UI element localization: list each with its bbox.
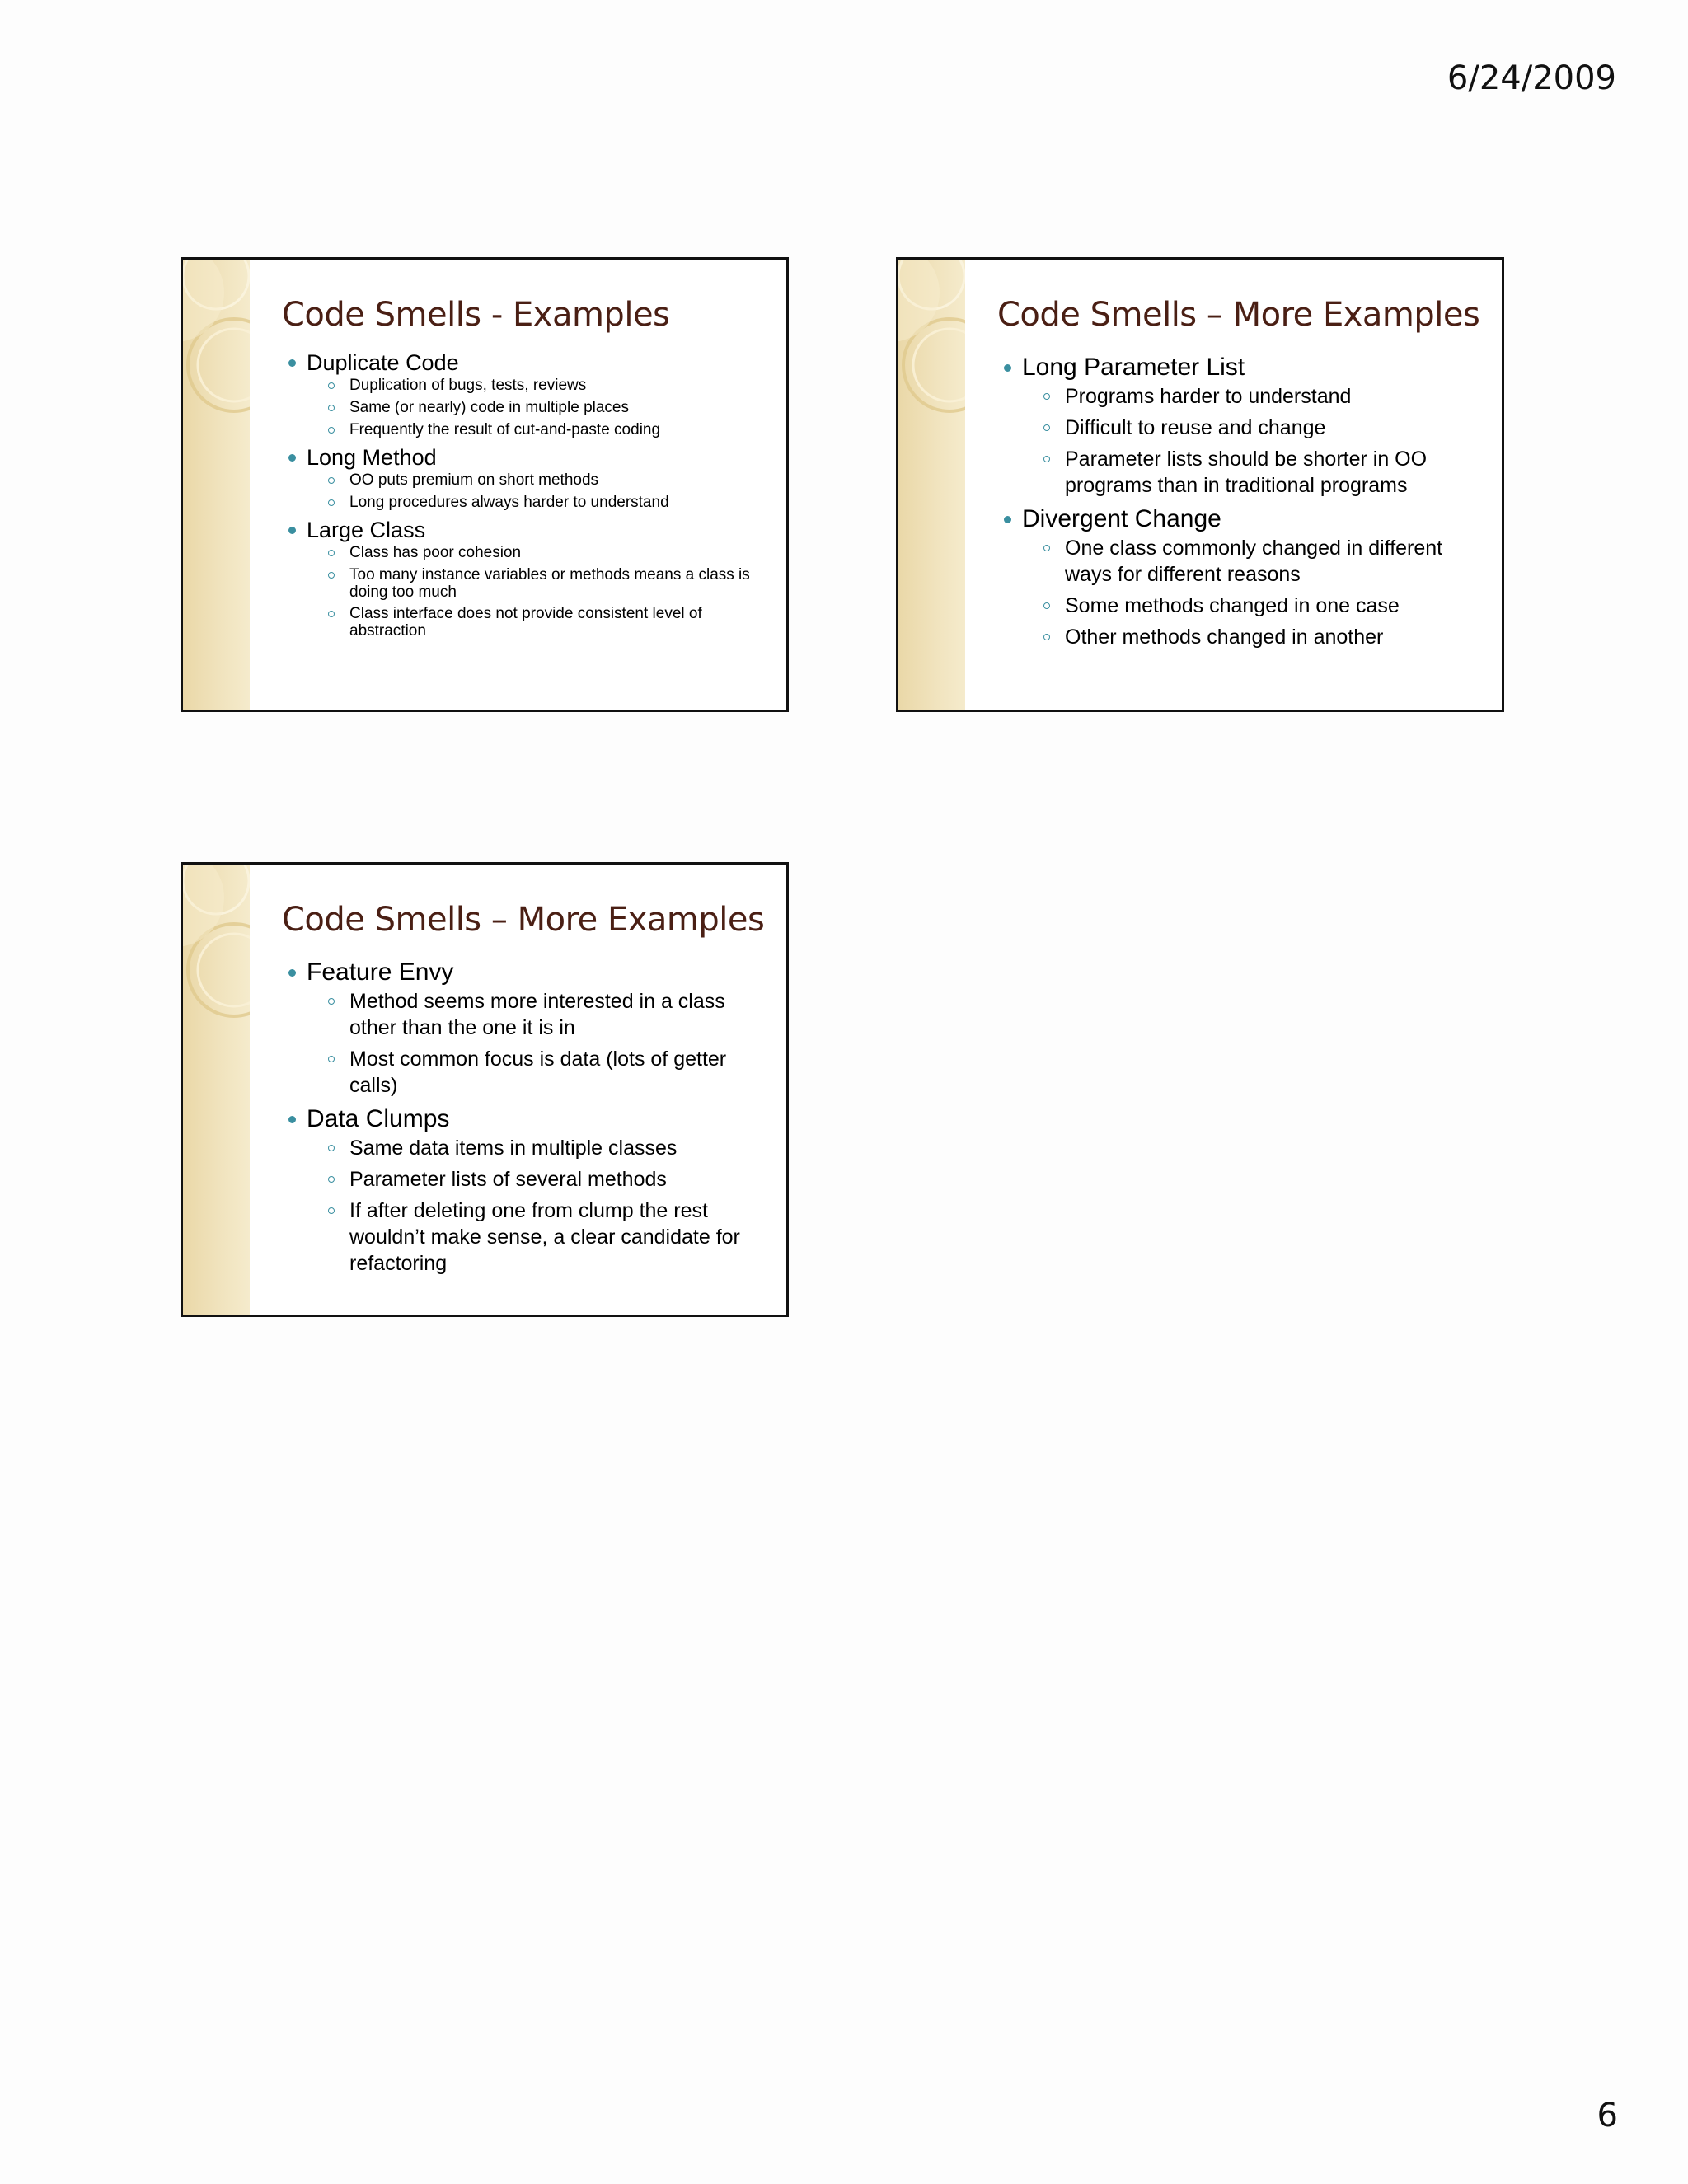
sub-bullet-item: Programs harder to understand bbox=[1022, 383, 1485, 410]
bullet-item bbox=[282, 1104, 770, 1277]
slide-title: Code Smells – More Examples bbox=[282, 901, 765, 939]
sub-bullet-item: Method seems more interested in a class other than the one it is in bbox=[307, 988, 770, 1041]
sub-bullet-item: Duplication of bugs, tests, reviews bbox=[307, 377, 770, 395]
sub-bullet-item: Parameter lists of several methods bbox=[307, 1166, 770, 1193]
sub-bullet-item: Class has poor cohesion bbox=[307, 544, 770, 562]
header-date: 6/24/2009 bbox=[1447, 59, 1616, 97]
circle-ornament-icon bbox=[898, 260, 965, 712]
bullet-item bbox=[282, 516, 770, 640]
sub-bullet-list bbox=[307, 988, 770, 1099]
sub-bullet-item: Parameter lists should be shorter in OO programs than in traditional programs bbox=[1022, 446, 1485, 499]
sub-bullet-item: Difficult to reuse and change bbox=[1022, 415, 1485, 441]
bullet-label: Duplicate Code bbox=[307, 350, 459, 375]
bullet-item bbox=[282, 443, 770, 512]
bullet-item bbox=[282, 349, 770, 439]
bullet-label: Data Clumps bbox=[307, 1105, 450, 1132]
bullet-item bbox=[997, 504, 1485, 650]
sub-bullet-list bbox=[1022, 535, 1485, 650]
sub-bullet-list bbox=[307, 1135, 770, 1277]
sub-bullet-item: If after deleting one from clump the rest wouldn’t make sense, a clear candidate for refactoring bbox=[307, 1197, 770, 1277]
sub-bullet-item: Same (or nearly) code in multiple places bbox=[307, 399, 770, 417]
page-number: 6 bbox=[1597, 2097, 1618, 2135]
bullet-list bbox=[282, 349, 770, 640]
bullet-label: Large Class bbox=[307, 518, 426, 542]
slide-title: Code Smells – More Examples bbox=[997, 296, 1480, 334]
bullet-label: Long Parameter List bbox=[1022, 354, 1245, 381]
bullet-label: Divergent Change bbox=[1022, 505, 1221, 532]
sub-bullet-list bbox=[307, 377, 770, 439]
slide-sidebar-decoration bbox=[898, 260, 965, 710]
sub-bullet-item: Long procedures always harder to understand bbox=[307, 494, 770, 512]
sub-bullet-list bbox=[307, 471, 770, 512]
circle-ornament-icon bbox=[183, 865, 250, 1317]
sub-bullet-item: Some methods changed in one case bbox=[1022, 593, 1485, 619]
sub-bullet-list bbox=[1022, 383, 1485, 499]
bullet-list bbox=[282, 957, 770, 1277]
sub-bullet-list bbox=[307, 544, 770, 640]
sub-bullet-item: Same data items in multiple classes bbox=[307, 1135, 770, 1161]
sub-bullet-item: Class interface does not provide consistent level of abstraction bbox=[307, 605, 770, 640]
bullet-label: Feature Envy bbox=[307, 958, 454, 986]
sub-bullet-item: Most common focus is data (lots of getter calls) bbox=[307, 1046, 770, 1099]
slide-thumbnail-1 bbox=[181, 257, 789, 712]
bullet-item bbox=[997, 352, 1485, 499]
slide-sidebar-decoration bbox=[183, 260, 250, 710]
circle-ornament-icon bbox=[183, 260, 250, 712]
bullet-label: Long Method bbox=[307, 445, 437, 470]
slide-thumbnail-3 bbox=[181, 862, 789, 1317]
slide-sidebar-decoration bbox=[183, 865, 250, 1315]
sub-bullet-item: OO puts premium on short methods bbox=[307, 471, 770, 490]
bullet-list bbox=[997, 352, 1485, 650]
slide-thumbnail-2 bbox=[896, 257, 1504, 712]
slide-title: Code Smells - Examples bbox=[282, 296, 670, 334]
sub-bullet-item: One class commonly changed in different ways for different reasons bbox=[1022, 535, 1485, 588]
sub-bullet-item: Other methods changed in another bbox=[1022, 624, 1485, 650]
sub-bullet-item: Too many instance variables or methods means a class is doing too much bbox=[307, 566, 770, 601]
sub-bullet-item: Frequently the result of cut-and-paste coding bbox=[307, 421, 770, 439]
bullet-item bbox=[282, 957, 770, 1099]
